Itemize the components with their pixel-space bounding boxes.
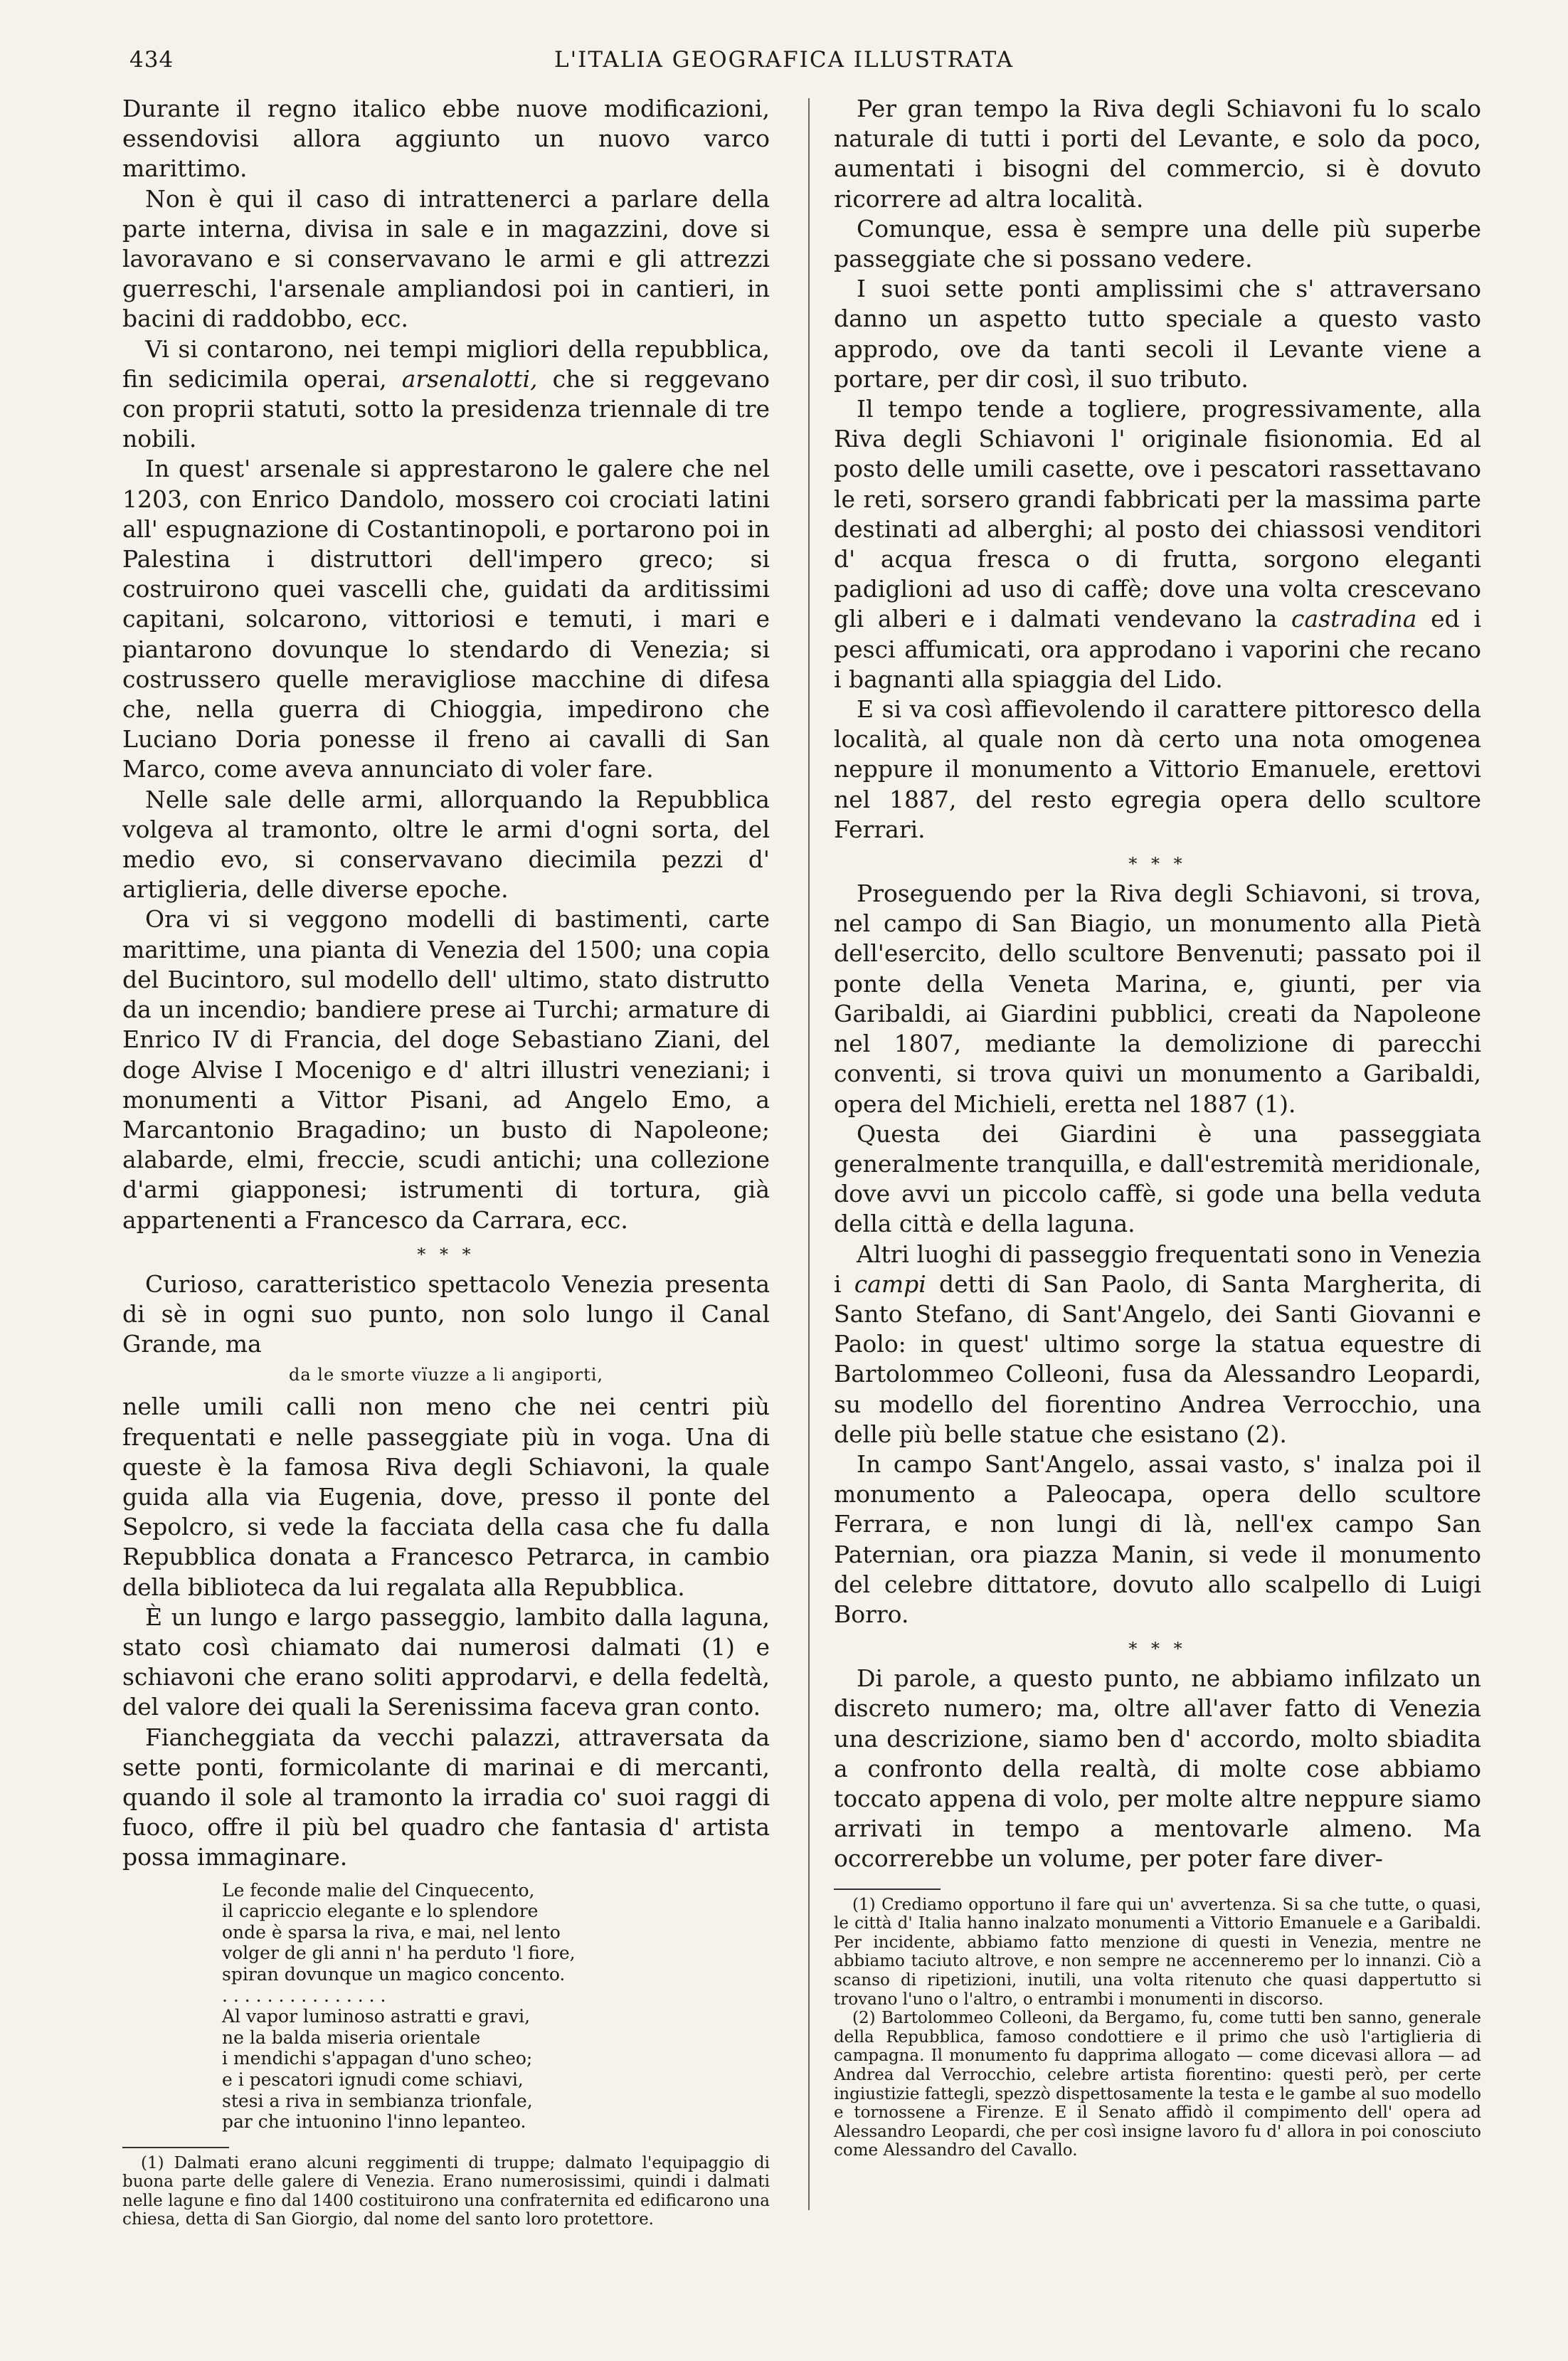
verse-line: Le feconde malie del Cinquecento, [222,1879,535,1901]
paragraph: Ora vi si veggono modelli di bastimenti, carte marittime, una pianta di Venezia del 1500; una copia del Bucintoro, sul modello dell' ultimo, stato distrutto da un incendio; bandiere prese ai Turchi; armature di Enrico IV di Francia, del doge Sebastiano Ziani, del doge Alvise I Mocenigo e d' altri illustri veneziani; i monumenti a Vittor Pisani, ad Angelo Emo, a Marcantonio Bragadino; un busto di Napoleone; alabarde, elmi, freccie, scudi antichi; una collezione d'armi giapponesi; istrumenti di tortura, già appartenenti a Francesco da Carrara, ecc. [122,905,770,1234]
paragraph: E si va così affievolendo il carattere pittoresco della località, al quale non dà certo una nota omogenea neppure il monumento a Vittorio Emanuele, erettovi nel 1887, del resto egregia opera dello scultore Ferrari. [834,695,1481,843]
paragraph: Comunque, essa è sempre una delle più superbe passeggiate che si possano vedere. [834,214,1481,273]
paragraph-text: detti di San Paolo, di Santa Margherita, di Santo Stefano, di Sant'Angelo, dei Santi Giovanni e Paolo: in quest' ultimo sorge la statua equestre di Bartolommeo Colleoni, fusa da Alessandro Leopardi, su modello del fiorentino Andrea Verrocchio, una delle più belle statue che esistano (2). [834,1269,1481,1448]
paragraph-text: ed i pesci affumicati, ora approdano i vaporini che recano i bagnanti alla spiaggia del Lido. [834,605,1481,693]
left-column [122,94,770,2229]
paragraph: Questa dei Giardini è una passeggiata generalmente tranquilla, e dall'estremità meridionale, dove avvi un piccolo caffè, si gode una bella veduta della città e della laguna. [834,1119,1481,1238]
footnote-rule [834,1889,941,1890]
paragraph: Proseguendo per la Riva degli Schiavoni, si trova, nel campo di San Biagio, un monumento alla Pietà dell'esercito, dello scultore Benvenuti; passato poi il ponte della Veneta Marina, e, giunti, per via Garibaldi, ai Giardini pubblici, creati da Napoleone nel 1807, mediante la demolizione di parecchi conventi, si trova quivi un monumento a Garibaldi, opera del Michieli, eretta nel 1887 (1). [834,880,1481,1118]
page-number: 434 [129,47,174,73]
paragraph: Durante il regno italico ebbe nuove modificazioni, essendovisi allora aggiunto un nuovo varco marittimo. [122,95,770,183]
paragraph [834,1240,1481,1449]
footnote: (1) Crediamo opportuno il fare qui un' avvertenza. Si sa che tutte, o quasi, le città d' Italia hanno inalzato monumenti a Vittorio Emanuele e a Garibaldi. Per incidente, abbiamo fatto menzione di questi in Venezia, mentre ne abbiamo taciuto altrove, e non sempre ne accenneremo per lo innanzi. Ciò a scanso di ripetizioni, inutili, una volta ritenuto che quasi dappertutto si trovano l'uno o l'altro, o entrambi i monumenti in discorso. [834,1895,1481,2009]
paragraph-text: che si reggevano con proprii statuti, sotto la presidenza triennale di tre nobili. [122,364,770,453]
paragraph: In campo Sant'Angelo, assai vasto, s' inalza poi il monumento a Paleocapa, opera dello scultore Ferrara, e non lungi di là, nell'ex campo San Paternian, ora piazza Manin, si vede il monumento del celebre dittatore, dovuto allo scalpello di Luigi Borro. [834,1449,1481,1628]
paragraph: Non è qui il caso di intrattenerci a parlare della parte interna, divisa in sale e in magazzini, dove si lavoravano e si conservavano le armi e gli attrezzi guerreschi, l'arsenale ampliandosi poi in cantieri, in bacini di raddobbo, ecc. [122,184,770,333]
verse-line: volger de gli anni n' ha perduto 'l fiore, [222,1943,576,1964]
verse-line: i mendichi s'appagan d'uno scheo; [222,2048,533,2069]
paragraph-text: Vi si contarono, nei tempi migliori della repubblica, fin sedicimila operai, [122,334,770,393]
verse-line: il capriccio elegante e lo splendore [222,1901,539,1922]
paragraph [834,394,1481,694]
verse-line: onde è sparsa la riva, e mai, nel lento [222,1921,561,1943]
section-separator: * * * [417,1244,475,1264]
right-column [834,94,1481,2160]
italic-term: arsenalotti, [401,364,538,393]
paragraph [122,334,770,455]
verse-line: spiran dovunque un magico concento. [222,1963,566,1985]
italic-term: campi [854,1269,926,1298]
footnote-rule [122,2147,229,2148]
poem [222,1880,770,2133]
paragraph-text: Il tempo tende a togliere, progressivamente, alla Riva degli Schiavoni l' originale fisionomia. Ed al posto delle umili casette, ove i pescatori rassettavano le reti, sorsero grandi fabbricati per la massima parte destinati ad alberghi; al posto dei chiassosi venditori d' acqua fresca o di frutta, sorgono eleganti padiglioni ad uso di caffè; dove una volta crescevano gli alberi e i dalmati vendevano la [834,395,1481,633]
verse-line: stesi a riva in sembianza trionfale, [222,2090,533,2111]
verse-line: e i pescatori ignudi come schiavi, [222,2069,524,2090]
paragraph: Di parole, a questo punto, ne abbiamo infilzato un discreto numero; ma, oltre all'aver fatto di Venezia una descrizione, siamo ben d' accordo, molto sbiadita a confronto della realtà, di molte cose abbiamo toccato appena di volo, per molte altre neppure siamo arrivati in tempo a mentovarle almeno. Ma occorrerebbe un volume, per poter fare diver- [834,1664,1481,1873]
paragraph: È un lungo e largo passeggio, lambito dalla laguna, stato così chiamato dai numerosi dalmati (1) e schiavoni che erano soliti approdarvi, e della fedeltà, del valore dei quali la Serenissima faceva gran conto. [122,1602,770,1721]
paragraph: Fiancheggiata da vecchi palazzi, attraversata da sette ponti, formicolante di marinai e di mercanti, quando il sole al tramonto la irradia co' suoi raggi di fuoco, offre il più bel quadro che fantasia d' artista possa immaginare. [122,1723,770,1871]
paragraph: Curioso, caratteristico spettacolo Venezia presenta di sè in ogni suo punto, non solo lungo il Canal Grande, ma [122,1269,770,1358]
paragraph: nelle umili calli non meno che nei centri più frequentati e nelle passeggiate più in voga. Una di queste è la famosa Riva degli Schiavoni, la quale guida alla via Eugenia, dove, presso il ponte del Sepolcro, si vede la facciata della casa che fu dalla Repubblica donata a Francesco Petrarca, in cambio della biblioteca da lui regalata alla Repubblica. [122,1393,770,1601]
paragraph-text: Altri luoghi di passeggio frequentati sono in Venezia i [834,1240,1481,1298]
running-title: L'ITALIA GEOGRAFICA ILLUSTRATA [554,47,1014,73]
verse-line: ne la balda miseria orientale [222,2027,481,2048]
verse-line: Al vapor luminoso astratti e gravi, [222,2006,531,2027]
footnote: (2) Bartolommeo Colleoni, da Bergamo, fu, come tutti ben sanno, generale della Repubblica, famoso condottiere e il primo che usò l'artiglieria di campagna. Il monumento fu dapprima allogato — come dicevasi allora — ad Andrea dal Verrocchio, celebre artista fiorentino: questi però, per certe ingiustizie fattegli, spezzò dispettosamente la testa e le gambe al suo modello e tornossene a Firenze. E il Senato affidò il compimento dell' opera ad Alessandro Leopardi, che per così insigne lavoro fu d' allora in poi conosciuto come Alessandro del Cavallo. [834,2009,1481,2160]
footnote: (1) Dalmati erano alcuni reggimenti di truppe; dalmato l'equipaggio di buona parte delle galere di Venezia. Erano numerosissimi, quindi i dalmati nelle lagune e fino dal 1400 costituirono una confraternita ed edificarono una chiesa, detta di San Giorgio, dal nome del santo loro protettore. [122,2153,770,2229]
section-separator: * * * [1128,1639,1187,1659]
paragraph: In quest' arsenale si apprestarono le galere che nel 1203, con Enrico Dandolo, mossero coi crociati latini all' espugnazione di Costantinopoli, e portarono poi in Palestina i distruttori dell'impero greco; si costruirono quei vascelli che, guidati da arditissimi capitani, solcarono, vittoriosi e temuti, i mari e piantarono dovunque lo stendardo di Venezia; si costrussero quelle meravigliose macchine di difesa che, nella guerra di Chioggia, impedirono che Luciano Doria ponesse il freno ai cavalli di San Marco, come aveva annunciato di voler fare. [122,455,770,783]
page-header [0,47,1568,83]
paragraph: Per gran tempo la Riva degli Schiavoni fu lo scalo naturale di tutti i porti del Levante, e solo da poco, aumentati i bisogni del commercio, si è dovuto ricorrere ad altra località. [834,95,1481,213]
column-divider [808,98,810,2210]
quotation: da le smorte vïuzze a li angiporti, [288,1365,604,1385]
italic-term: castradina [1291,605,1417,633]
section-separator: * * * [1128,854,1187,875]
verse-ellipsis: . . . . . . . . . . . . . . . [222,1985,386,2006]
paragraph: I suoi sette ponti amplissimi che s' attraversano danno un aspetto tutto speciale a questo vasto approdo, ove da tanti secoli il Levante viene a portare, per dir così, il suo tributo. [834,275,1481,393]
paragraph: Nelle sale delle armi, allorquando la Repubblica volgeva al tramonto, oltre le armi d'ogni sorta, del medio evo, si conservavano diecimila pezzi d' artiglieria, delle diverse epoche. [122,785,770,904]
verse-line: par che intuonino l'inno lepanteo. [222,2111,526,2133]
